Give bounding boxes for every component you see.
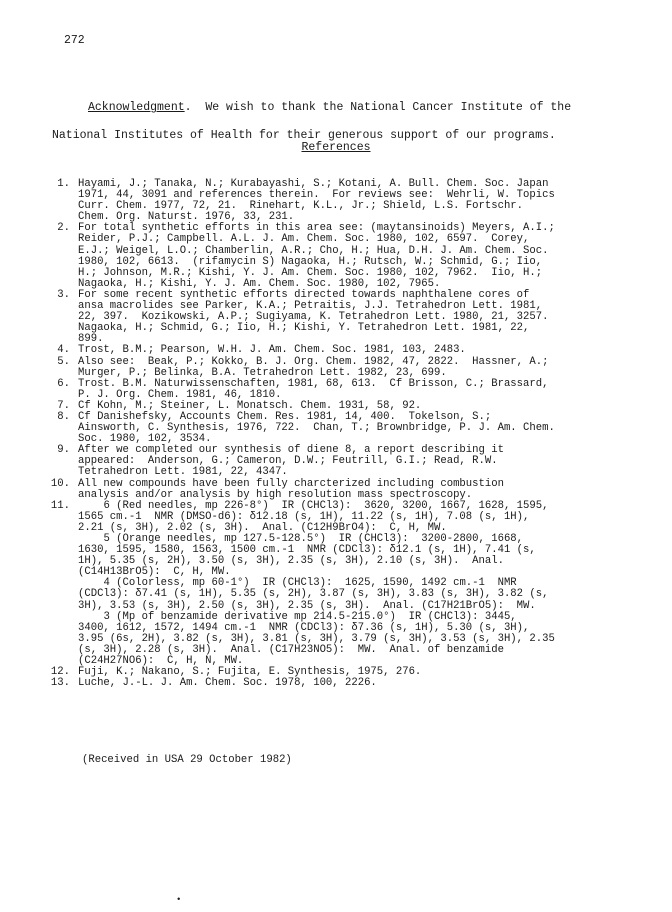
reference-number: 8.	[57, 410, 70, 423]
reference-text: 6 (Red needles, mp 226-8°) IR (CHCl3): 3620, 3200, 1667, 1628, 1595, 1565 cm.-1 NMR (DMSO-d6): δ12.18 (s, 1H), 11.22 (s, 1H), 7.08 (s, 1H), 2.21 (s, 3H), 2.02 (s, 3H). Anal. (C12H9BrO4): C, H, MW. 5 (Orange needles, mp 127.5-128.5°) IR (CHCl3): 3200-2800, 1668, 1630, 1595, 1580, 1563, 1500 cm.-1 NMR (CDCl3): δ12.1 (s, 1H), 7.41 (s, 1H), 5.35 (s, 2H), 3.50 (s, 3H), 2.35 (s, 3H), 2.10 (s, 3H). Anal. (C14H13BrO5): C, H, MW. 4 (Colorless, mp 60-1°) IR (CHCl3): 1625, 1590, 1492 cm.-1 NMR (CDCl3): δ7.41 (s, 1H), 5.35 (s, 2H), 3.87 (s, 3H), 3.83 (s, 3H), 3.82 (s, 3H), 3.53 (s, 3H), 2.50 (s, 3H), 2.35 (s, 3H). Anal. (C17H21BrO5): MW. 3 (Mp of benzamide derivative mp 214.5-215.0°) IR (CHCl3): 3445, 3400, 1612, 1572, 1494 cm.-1 NMR (CDCl3): δ7.36 (s, 1H), 5.30 (s, 3H), 3.95 (6s, 2H), 3.82 (s, 3H), 3.81 (s, 3H), 3.79 (s, 3H), 3.53 (s, 3H), 2.35 (s, 3H), 2.28 (s, 3H). Anal. (C17H23NO5): MW. Anal. of benzamide (C24H27NO6): C, H, N, MW.	[78, 499, 555, 668]
reference-text: Cf Danishefsky, Accounts Chem. Res. 1981, 14, 400. Tokelson, S.; Ainsworth, C. Synthesis, 1976, 722. Chan, T.; Brownbridge, P. J. Am. Chem. Soc. 1980, 102, 3534.	[78, 410, 555, 446]
reference-text: Trost. B.M. Naturwissenschaften, 1981, 68, 613. Cf Brisson, C.; Brassard, P. J. Org. Chem. 1981, 46, 1810.	[78, 377, 549, 401]
footer-mark: •	[176, 895, 182, 905]
reference-item	[46, 357, 626, 379]
reference-item	[46, 501, 626, 667]
references-heading: References	[301, 141, 371, 154]
reference-number: 1.	[57, 178, 70, 190]
reference-number: 12.	[50, 666, 70, 679]
reference-text: Luche, J.-L. J. Am. Chem. Soc. 1978, 100, 2226.	[78, 677, 377, 690]
reference-text: Trost, B.M.; Pearson, W.H. J. Am. Chem. Soc. 1981, 103, 2483.	[78, 344, 466, 357]
reference-number: 10.	[50, 477, 70, 490]
reference-number: 2.	[57, 222, 70, 235]
reference-item	[46, 479, 626, 501]
reference-text: Also see: Beak, P.; Kokko, B. J. Org. Chem. 1982, 47, 2822. Hassner, A.; Murger, P.; Belinka, B.A. Tetrahedron Lett. 1982, 23, 699.	[78, 355, 549, 379]
reference-text: For some recent synthetic efforts directed towards naphthalene cores of ansa macrolides see Parker, K.A.; Petraitis, J.J. Tetrahedron Lett. 1981, 22, 397. Kozikowski, A.P.; Sugiyama, K. Tetrahedron Lett. 1980, 21, 3257. Nagaoka, H.; Schmid, G.; Iio, H.; Kishi, Y. Tetrahedron Lett. 1981, 22, 899.	[78, 288, 549, 346]
received-date: (Received in USA 29 October 1982)	[82, 754, 292, 766]
reference-item	[46, 345, 626, 356]
reference-text: All new compounds have been fully charcterized including combustion analysis and/or analysis by high resolution mass spectroscopy.	[78, 477, 504, 501]
reference-item	[46, 445, 626, 478]
references-list	[46, 179, 626, 689]
reference-text: Cf Kohn, M.; Steiner, L. Monatsch. Chem. 1931, 58, 92.	[78, 399, 422, 412]
acknowledgment-line-1: Acknowledgment. We wish to thank the National Cancer Institute of the	[88, 101, 572, 114]
reference-item	[46, 290, 626, 345]
reference-item	[46, 223, 626, 290]
reference-text: After we completed our synthesis of diene 8, a report describing it appeared: Anderson, G.; Cameron, D.W.; Feutrill, G.I.; Read, R.W. Tetrahedron Lett. 1981, 22, 4347.	[78, 444, 504, 479]
reference-number: 5.	[57, 355, 70, 368]
reference-number: 4.	[57, 344, 70, 357]
page-number: 272	[64, 34, 85, 47]
reference-item	[46, 412, 626, 445]
reference-number: 13.	[50, 677, 70, 690]
acknowledgment-heading: Acknowledgment	[88, 101, 185, 114]
reference-number: 11.	[50, 499, 70, 512]
reference-number: 7.	[57, 399, 70, 412]
reference-item	[46, 678, 626, 689]
reference-text: Hayami, J.; Tanaka, N.; Kurabayashi, S.; Kotani, A. Bull. Chem. Soc. Japan 1971, 44, 3091 and references therein. For reviews see: Wehrli, W. Topics Curr. Chem. 1977, 72, 21. Rinehart, K.L., Jr.; Shield, L.S. Fortschr. Chem. Org. Naturst. 1976, 33, 231.	[78, 178, 555, 224]
reference-number: 6.	[57, 377, 70, 390]
reference-number: 9.	[57, 444, 70, 457]
reference-item	[46, 379, 626, 401]
reference-text: Fuji, K.; Nakano, S.; Fujita, E. Synthesis, 1975, 276.	[78, 666, 422, 679]
acknowledgment-text-1: We wish to thank the National Cancer Institute of the	[191, 101, 572, 114]
reference-text: For total synthetic efforts in this area see: (maytansinoids) Meyers, A.I.; Reider, P.J.; Campbell. A.L. J. Am. Chem. Soc. 1980, 102, 6597. Corey, E.J.; Weigel, L.O.; Chamberlin, A.R.; Cho, H.; Hua, D.H. J. Am. Chem. Soc. 1980, 102, 6613. (rifamycin S) Nagaoka, H.; Rutsch, W.; Schmid, G.; Iio, H.; Johnson, M.R.; Kishi, Y. J. Am. Chem. Soc. 1980, 102, 7962. Iio, H.; Nagaoka, H.; Kishi, Y. J. Am. Chem. Soc. 1980, 102, 7965.	[78, 222, 555, 290]
reference-item	[46, 179, 626, 223]
reference-number: 3.	[57, 288, 70, 301]
acknowledgment-line-2: National Institutes of Health for their generous support of our programs.	[52, 129, 556, 142]
